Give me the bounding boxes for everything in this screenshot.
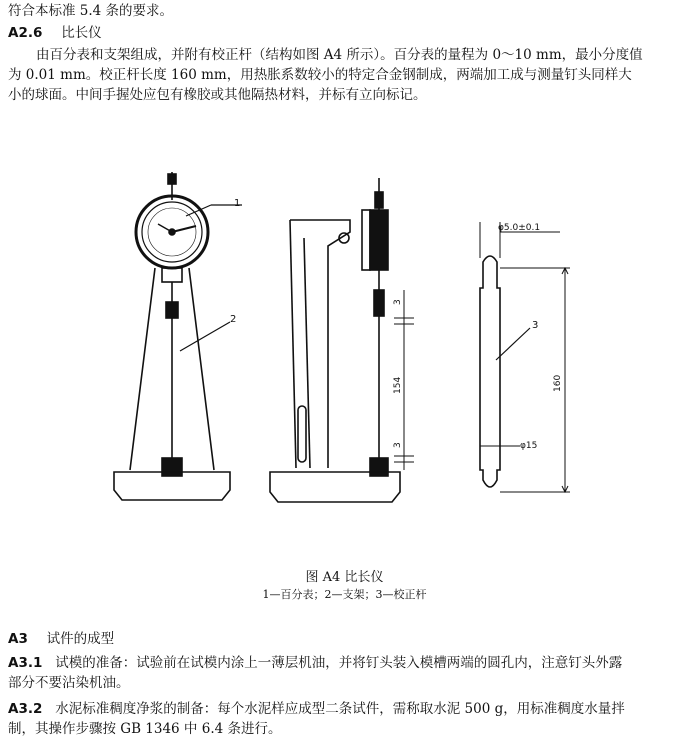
paragraph-line: 部分不要沾染机油。 bbox=[8, 675, 130, 691]
length-comparator-figure bbox=[100, 170, 620, 555]
section-number: A3 bbox=[8, 631, 28, 647]
dim-154: 154 bbox=[393, 376, 403, 394]
callout-3: 3 bbox=[532, 320, 539, 331]
dim-3-bottom: 3 bbox=[393, 442, 403, 448]
callout-1: 1 bbox=[234, 198, 241, 209]
paragraph-line: 由百分表和支架组成，并附有校正杆（结构如图 A4 所示）。百分表的量程为 0～10 mm，最小分度值 bbox=[36, 47, 643, 63]
paragraph-line: 为 0.01 mm。校正杆长度 160 mm，用热胀系数较小的特定合金钢制成，两端加工成与测量钉头同样大 bbox=[8, 67, 632, 83]
callout-2: 2 bbox=[230, 314, 237, 325]
dim-160: 160 bbox=[553, 374, 563, 392]
section-a3-heading bbox=[8, 630, 114, 648]
section-a31-line1 bbox=[8, 654, 622, 672]
calibration-rod bbox=[480, 222, 570, 492]
section-title: 比长仪 bbox=[61, 25, 102, 41]
section-number: A3.1 bbox=[8, 655, 43, 671]
paragraph-line: 制，其操作步骤按 GB 1346 中 6.4 条进行。 bbox=[8, 721, 282, 737]
comparator-side-view bbox=[270, 178, 414, 502]
paragraph-line: 小的球面。中间手握处应包有橡胶或其他隔热材料，并标有立向标记。 bbox=[8, 87, 427, 103]
section-a26-heading bbox=[8, 24, 102, 42]
section-number: A3.2 bbox=[8, 701, 43, 717]
paragraph-text: 水泥标准稠度净浆的制备：每个水泥样应成型二条试件，需称取水泥 500 g，用标准稠度水量拌 bbox=[55, 701, 625, 717]
paragraph-text: 试模的准备：试验前在试模内涂上一薄层机油，并将钉头装入模槽两端的圆孔内，注意钉头外露 bbox=[55, 655, 623, 671]
section-a32-line1 bbox=[8, 700, 625, 718]
section-title: 试件的成型 bbox=[46, 631, 115, 647]
section-number: A2.6 bbox=[8, 25, 43, 41]
carryover-text: 符合本标准 5.4 条的要求。 bbox=[8, 3, 174, 19]
phi-dimension-mid: φ15 bbox=[520, 441, 538, 451]
phi-dimension-top: φ5.0±0.1 bbox=[498, 223, 541, 233]
comparator-front-view bbox=[114, 172, 242, 500]
figure-legend: 1—百分表；2—支架；3—校正杆 bbox=[262, 588, 427, 601]
figure-caption: 图 A4 比长仪 bbox=[305, 570, 384, 585]
dim-3-top: 3 bbox=[393, 299, 403, 305]
